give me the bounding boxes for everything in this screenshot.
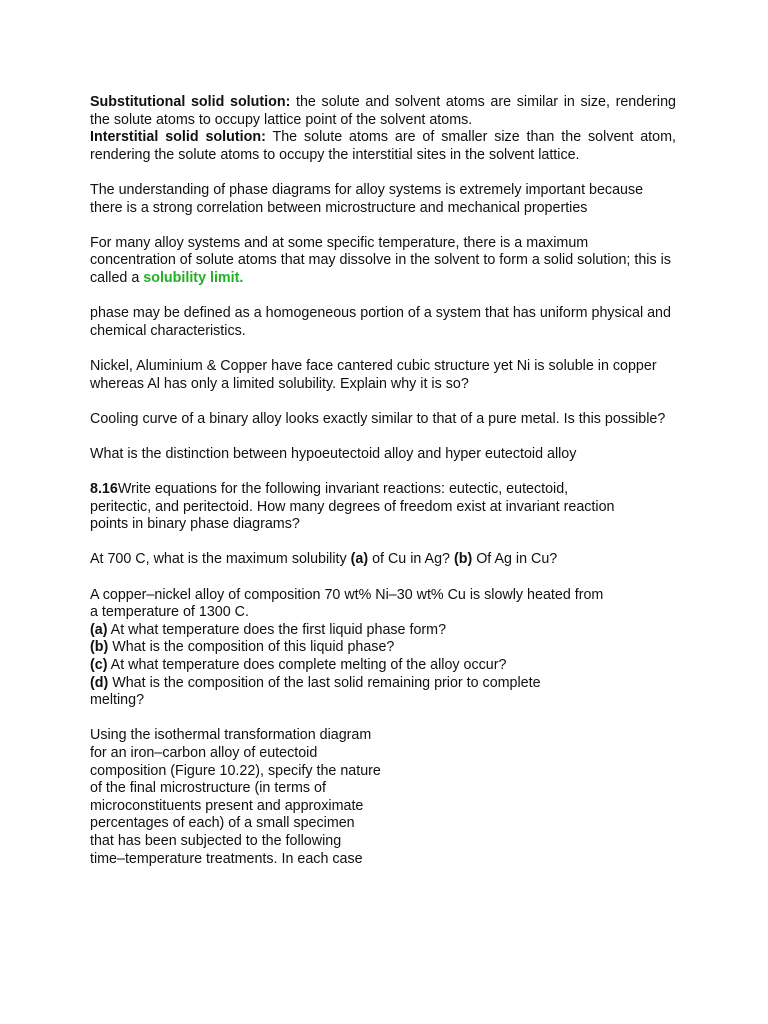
question-item-d-cont: melting? <box>90 692 145 709</box>
question-solubility-700c <box>90 551 676 569</box>
isothermal-line: of the final microstructure (in terms of <box>90 780 326 797</box>
solubility-paragraph <box>90 235 676 288</box>
question-8-16 <box>90 481 676 499</box>
question-cu-ni-line2: a temperature of 1300 C. <box>90 604 249 621</box>
substitutional-text: the solute and solvent atoms are similar in size, rendering the solute atoms to occupy lattice point of the solvent atoms. <box>90 94 676 128</box>
item-label: (d) <box>90 674 109 691</box>
isothermal-line: Using the isothermal transformation diagram <box>90 727 372 744</box>
question-item-c <box>90 657 676 675</box>
isothermal-line: time–temperature treatments. In each case <box>90 850 363 867</box>
term-interstitial: Interstitial solid solution: <box>90 129 266 146</box>
question-eutectoid: What is the distinction between hypoeutectoid alloy and hyper eutectoid alloy <box>90 445 577 462</box>
term-substitutional: Substitutional solid solution: <box>90 94 291 110</box>
item-label: (c) <box>90 657 108 673</box>
question-8-16-line3: points in binary phase diagrams? <box>90 516 300 533</box>
question-fcc: Nickel, Aluminium & Copper have face cantered cubic structure yet Ni is soluble in copper <box>90 357 657 374</box>
isothermal-line: composition (Figure 10.22), specify the nature <box>90 762 381 779</box>
question-isothermal <box>90 727 410 868</box>
question-fcc-cont: whereas Al has only a limited solubility. Explain why it is so? <box>90 375 469 392</box>
question-item-b <box>90 639 676 657</box>
label-a: (a) <box>350 551 369 568</box>
isothermal-line: percentages of each) of a small specimen <box>90 815 355 832</box>
interstitial-text: The solute atoms are of smaller size than the solvent atom, rendering the solute atoms to occupy the interstitial sites in the solvent lattice. <box>90 129 676 163</box>
question-8-16-line2: peritectic, and peritectoid. How many degrees of freedom exist at invariant reaction <box>90 498 615 515</box>
solubility-q-text: At 700 C, what is the maximum solubility <box>90 551 351 568</box>
solubility-text: For many alloy systems and at some specific temperature, there is a maximum concentration of solute atoms that may dissolve in the solvent to form a solid solution; this is called a <box>90 234 671 286</box>
item-text: At what temperature does complete melting of the alloy occur? <box>107 657 507 673</box>
phase-definition: phase may be defined as a homogeneous portion of a system that has uniform physical and chemical characteristics. <box>90 305 671 339</box>
question-cooling-curve: Cooling curve of a binary alloy looks exactly similar to that of a pure metal. Is this possible? <box>90 410 666 427</box>
label-b: (b) <box>453 551 473 568</box>
phase-diagram-paragraph: The understanding of phase diagrams for alloy systems is extremely important because there is a strong correlation between microstructure and mechanical properties <box>90 181 644 216</box>
question-item-d <box>90 675 676 693</box>
solubility-limit-highlight: solubility limit. <box>143 269 244 286</box>
isothermal-line: that has been subjected to the following <box>90 832 342 849</box>
item-text: What is the composition of the last solid remaining prior to complete <box>108 674 541 691</box>
item-label: (a) <box>90 621 108 638</box>
item-text: What is the composition of this liquid phase? <box>108 639 395 656</box>
isothermal-line: microconstituents present and approximate <box>90 797 364 814</box>
solubility-q-mid: of Cu in Ag? <box>368 551 454 568</box>
question-cu-ni-line1: A copper–nickel alloy of composition 70 wt% Ni–30 wt% Cu is slowly heated from <box>90 586 604 603</box>
question-8-16-line1: Write equations for the following invariant reactions: eutectic, eutectoid, <box>117 481 569 498</box>
isothermal-line: for an iron–carbon alloy of eutectoid <box>90 744 318 761</box>
interstitial-definition <box>90 129 676 164</box>
item-label: (b) <box>90 639 109 656</box>
solubility-q-post: Of Ag in Cu? <box>472 551 558 568</box>
item-text: At what temperature does the first liquid phase form? <box>107 621 447 638</box>
document-body <box>90 94 676 868</box>
question-item-a <box>90 622 676 640</box>
question-number: 8.16 <box>90 481 118 498</box>
substitutional-definition <box>90 94 676 129</box>
